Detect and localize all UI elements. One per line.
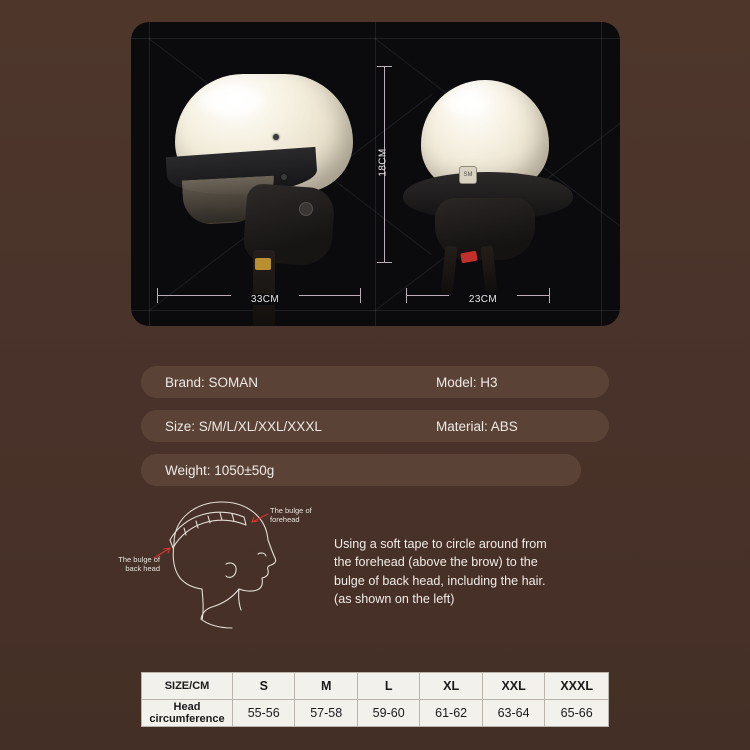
spec-row-weight <box>141 454 581 486</box>
helmet-dimension-photo <box>131 22 620 326</box>
helmet-front-view <box>399 80 579 266</box>
dimension-height-label: 18CM <box>377 148 389 177</box>
measure-instructions <box>334 535 579 608</box>
value-xl: 61-62 <box>420 700 482 727</box>
value-xxl: 63-64 <box>482 700 544 727</box>
label-back-head-bulge: The bulge of back head <box>118 555 160 574</box>
header-xxxl: XXXL <box>545 673 609 700</box>
measure-note-line-1: Using a soft tape to circle around from <box>334 537 547 551</box>
dimension-cap <box>377 66 392 67</box>
table-row-head-circumference <box>142 700 609 727</box>
size-chart-table <box>141 672 609 727</box>
header-xxl: XXL <box>482 673 544 700</box>
header-s: S <box>233 673 295 700</box>
spec-weight: Weight: 1050±50g <box>165 462 275 478</box>
dimension-cap <box>406 288 407 303</box>
dimension-cap <box>360 288 361 303</box>
dimension-front-width-label: 23CM <box>449 294 517 305</box>
helmet-badge: SM <box>459 166 477 184</box>
spec-material: Material: ABS <box>436 418 518 434</box>
table-row-header <box>142 673 609 700</box>
grid-line <box>601 22 602 326</box>
measure-note-line-4: (as shown on the left) <box>334 591 455 606</box>
value-l: 59-60 <box>357 700 419 727</box>
helmet-side-view <box>167 74 367 274</box>
spec-brand: Brand: SOMAN <box>165 374 259 390</box>
grid-line <box>149 22 150 326</box>
header-xl: XL <box>420 673 482 700</box>
dimension-side-width-label: 33CM <box>231 294 299 305</box>
spec-size: Size: S/M/L/XL/XXL/XXXL <box>165 418 322 434</box>
dimension-cap <box>549 288 550 303</box>
spec-row-brand-model <box>141 366 609 398</box>
measure-note-line-2: the forehead (above the brow) to the <box>334 555 538 570</box>
helmet-rivet <box>281 174 287 180</box>
value-xxxl: 65-66 <box>545 700 609 727</box>
dimension-cap <box>377 262 392 263</box>
header-l: L <box>357 673 419 700</box>
label-forehead-bulge: The bulge of forehead <box>270 506 312 525</box>
measure-note-line-3: bulge of back head, including the hair. <box>334 573 546 588</box>
spec-model: Model: H3 <box>436 374 498 390</box>
head-measure-illustration <box>118 492 335 632</box>
value-m: 57-58 <box>295 700 357 727</box>
helmet-snap <box>299 202 313 216</box>
header-size-cm: SIZE/CM <box>142 673 233 700</box>
header-m: M <box>295 673 357 700</box>
spec-row-size-material <box>141 410 609 442</box>
helmet-rivet <box>273 134 279 140</box>
helmet-buckle <box>255 258 271 270</box>
value-s: 55-56 <box>233 700 295 727</box>
grid-line <box>375 22 376 326</box>
helmet-red-tag <box>460 251 477 264</box>
dimension-cap <box>157 288 158 303</box>
row-label-head-circumference: Head circumference <box>142 700 233 727</box>
